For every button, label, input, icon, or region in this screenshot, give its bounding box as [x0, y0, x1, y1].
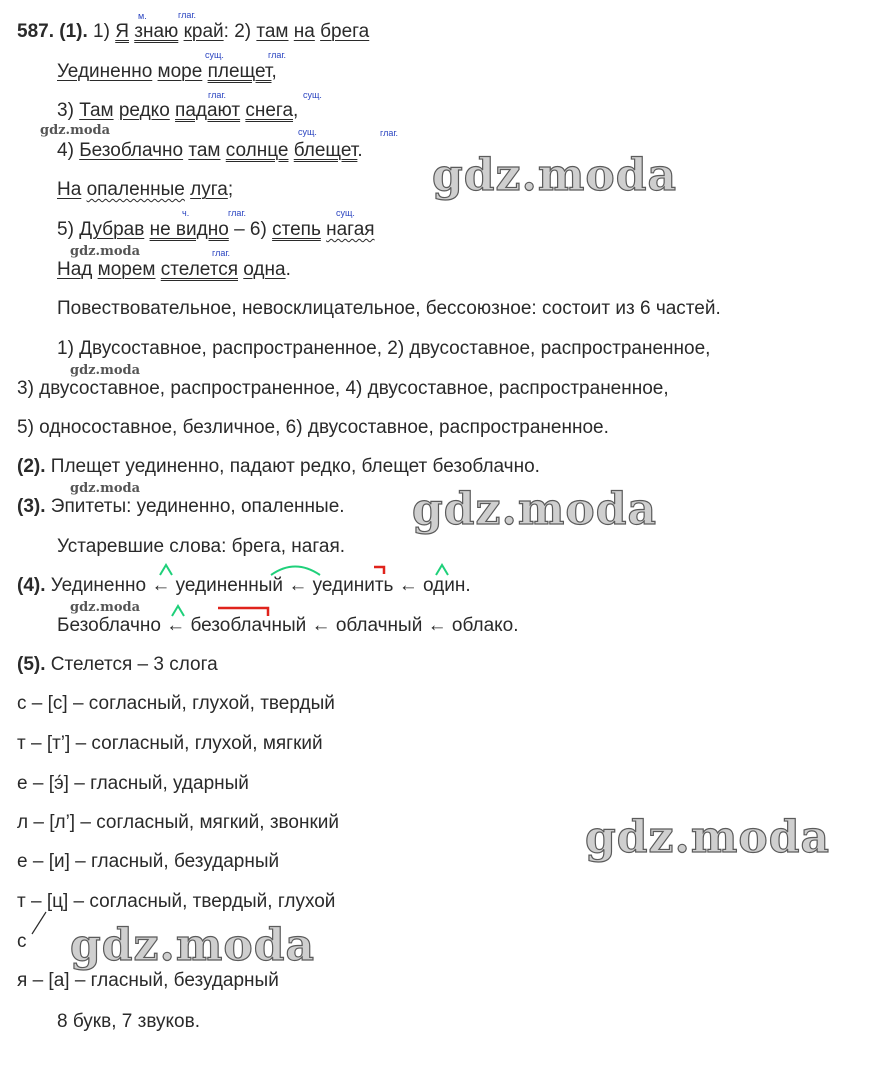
word: на	[293, 21, 315, 42]
word: Над	[57, 259, 93, 280]
word: редко	[118, 100, 170, 121]
description-3: 3) двусоставное, распространенное, 4) двусоставное, распространенное,	[17, 378, 669, 399]
watermark-small: gdz.moda	[70, 363, 141, 378]
label-glag: глаг.	[380, 128, 399, 138]
predicate-word: плещет	[207, 61, 272, 82]
watermark-big: gdz.moda	[70, 920, 316, 971]
subject-word: солнце	[225, 140, 289, 161]
num: 4)	[57, 140, 74, 161]
label-glag: глаг.	[212, 248, 231, 258]
punct: ,	[271, 61, 277, 82]
watermark-small: gdz.moda	[70, 600, 141, 615]
watermark-big: gdz.moda	[585, 812, 831, 863]
label-glag: глаг.	[228, 208, 247, 218]
watermark-small: gdz.moda	[70, 244, 141, 259]
phonetic-row: е – [э́] – гласный, ударный	[17, 773, 249, 794]
part-2-text: Плещет уединенно, падают редко, блещет безоблачно.	[50, 456, 540, 477]
punct: – 6)	[234, 219, 267, 240]
label-sushch: сущ.	[303, 90, 322, 100]
punct: :	[223, 21, 229, 42]
label-glag: глаг.	[208, 90, 227, 100]
punct: .	[285, 259, 291, 280]
predicate-word: знаю	[134, 21, 179, 42]
line-5	[57, 178, 233, 202]
label-glag: глаг.	[268, 50, 287, 60]
watermark-small: gdz.moda	[40, 123, 111, 138]
part-5-label: (5).	[17, 654, 46, 675]
part-2-label: (2).	[17, 456, 46, 477]
word: одна	[243, 259, 286, 280]
part-2	[17, 455, 540, 479]
line-2	[57, 60, 277, 84]
part-5	[17, 653, 218, 677]
subject-word: море	[157, 61, 203, 82]
word: там	[256, 21, 289, 42]
subject-word: Я	[115, 21, 129, 42]
phonetic-row: я – [а] – гласный, безударный	[17, 970, 279, 991]
subject-word: степь	[272, 219, 321, 240]
object-word: край	[183, 21, 224, 42]
label-ch: ч.	[182, 208, 190, 218]
part-1-label: (1).	[59, 21, 88, 42]
suffix-mark	[374, 567, 384, 574]
part-4	[17, 574, 471, 598]
word: морем	[97, 259, 156, 280]
part-3-label: (3).	[17, 496, 46, 517]
phonetic-row: т – [ц] – согласный, твердый, глухой	[17, 891, 336, 912]
subject-word: снега	[245, 100, 294, 121]
phonetic-row: е – [и] – гласный, безударный	[17, 851, 280, 872]
line-1	[17, 20, 369, 44]
watermark-big: gdz.moda	[412, 484, 658, 535]
phonetic-row: л – [л’] – согласный, мягкий, звонкий	[17, 812, 340, 833]
attribute-word: нагая	[326, 219, 375, 240]
phonetic-row: с – [с] – согласный, глухой, твердый	[17, 693, 335, 714]
predicate-word: стелется	[160, 259, 238, 280]
punct: .	[357, 140, 363, 161]
num: 5)	[57, 219, 74, 240]
line-6	[57, 218, 375, 242]
description-1: Повествовательное, невосклицательное, бессоюзное: состоит из 6 частей.	[57, 298, 721, 319]
description-4: 5) односоставное, безличное, 6) двусоставное, распространенное.	[17, 417, 609, 438]
word: там	[188, 140, 221, 161]
part-3	[17, 495, 345, 519]
predicate-word: блещет	[293, 140, 358, 161]
part-5-text: Стелется – 3 слога	[50, 654, 218, 675]
word: Дубрав	[79, 219, 145, 240]
part-4-line-1: Уединенно ← уединенный ← уединить ← один.	[50, 575, 471, 596]
line-4	[57, 139, 363, 163]
watermark-small: gdz.moda	[70, 481, 141, 496]
word: Уединенно	[57, 61, 153, 82]
label-sushch: сущ.	[298, 127, 317, 137]
phonetic-row: т – [т’] – согласный, глухой, мягкий	[17, 733, 323, 754]
label-m: м.	[138, 11, 147, 21]
description-2: 1) Двусоставное, распространенное, 2) двусоставное, распространенное,	[57, 338, 711, 359]
num: 1)	[93, 21, 110, 42]
part-4-label: (4).	[17, 575, 46, 596]
part-3-text-2: Устаревшие слова: брега, нагая.	[57, 536, 346, 557]
attribute-word: опаленные	[86, 179, 185, 200]
exercise-number: 587.	[17, 21, 54, 42]
word: Безоблачно	[79, 140, 184, 161]
punct: ,	[293, 100, 299, 121]
part-3-text: Эпитеты: уединенно, опаленные.	[50, 496, 345, 517]
part-4-line-2: Безоблачно ← безоблачный ← облачный ← облако.	[57, 615, 519, 636]
word: брега	[320, 21, 370, 42]
line-3	[57, 99, 298, 123]
label-glag: глаг.	[178, 10, 197, 20]
word: луга	[190, 179, 228, 200]
word: На	[57, 179, 82, 200]
predicate-word: падают	[175, 100, 241, 121]
punct: ;	[227, 179, 234, 200]
predicate-word: не видно	[149, 219, 229, 240]
phonetic-row: с	[17, 931, 27, 952]
label-sushch: сущ.	[336, 208, 355, 218]
watermark-big: gdz.moda	[432, 150, 678, 201]
word: Там	[79, 100, 114, 121]
merge-bracket	[30, 910, 50, 936]
label-sushch: сущ.	[205, 50, 224, 60]
summary: 8 букв, 7 звуков.	[57, 1011, 200, 1032]
line-7	[57, 258, 291, 282]
num: 3)	[57, 100, 74, 121]
num: 2)	[234, 21, 252, 42]
